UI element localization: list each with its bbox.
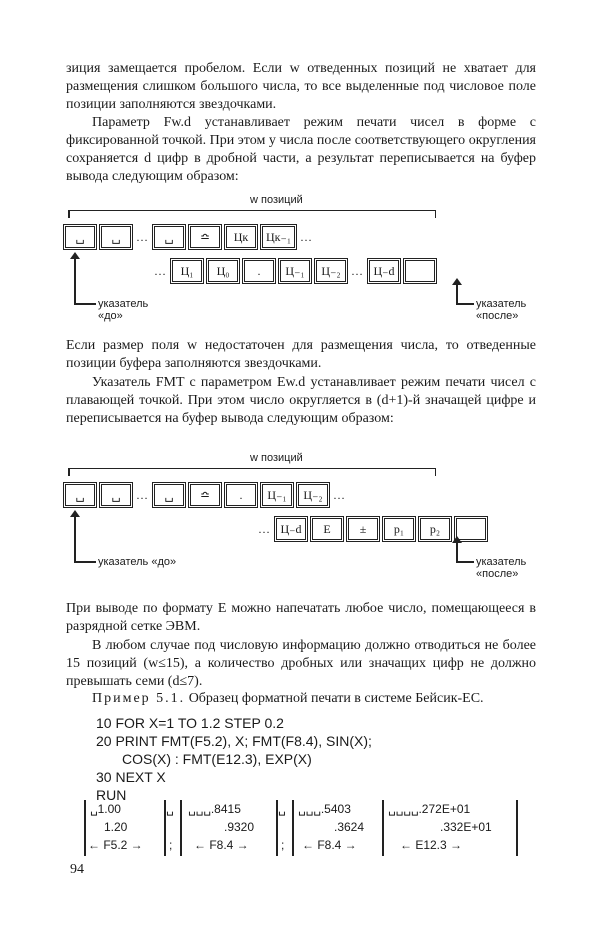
buffer-row-2 bbox=[152, 260, 438, 282]
cell: Ц₋₂ bbox=[316, 260, 346, 282]
cell: ≏ bbox=[190, 226, 220, 248]
pointer-after-label: указатель «после» bbox=[476, 556, 527, 580]
cell: Ц₀ bbox=[208, 260, 238, 282]
code-line: COS(X) : FMT(E12.3), EXP(X) bbox=[122, 751, 312, 767]
cell: ␣ bbox=[65, 226, 95, 248]
code-line: 10 FOR X=1 TO 1.2 STEP 0.2 bbox=[96, 715, 284, 731]
paragraph-continuation bbox=[66, 60, 536, 114]
buffer-diagram-float bbox=[60, 452, 540, 592]
example-label: Пример 5.1. bbox=[92, 691, 186, 706]
output-cell: ␣ bbox=[278, 802, 286, 816]
code-line: RUN bbox=[96, 787, 127, 803]
text-p1: зиция замещается пробелом. Если w отведенных позиций не хватает для размещения слишком большого числа, то все выделенные под числовое поле позиции заполняются звездочками. bbox=[66, 61, 536, 112]
pointer-before-arrow bbox=[74, 516, 76, 562]
cell: Цк₋₁ bbox=[262, 226, 295, 248]
cell: . bbox=[244, 260, 274, 282]
pointer-after-arrow bbox=[456, 284, 458, 304]
w-brace bbox=[68, 210, 436, 218]
text-p4: Указатель FMT с параметром Ew.d устанавливает режим печати чисел с плавающей точкой. При этом число округляется в (d+1)-й значащей цифре и переписывается на буфер вывода следующим образом: bbox=[66, 375, 536, 426]
cell: ␣ bbox=[101, 484, 131, 506]
pointer-after-label: указатель «после» bbox=[476, 298, 527, 322]
output-cell: ␣1.00 bbox=[90, 802, 121, 816]
cell: Ц₋d bbox=[276, 518, 306, 540]
column-divider bbox=[292, 800, 294, 856]
paragraph-limits bbox=[66, 637, 536, 691]
text-p7 bbox=[66, 690, 536, 708]
output-cell: ␣␣␣.8415 bbox=[188, 802, 241, 816]
code-line: 30 NEXT X bbox=[96, 769, 166, 785]
column-divider bbox=[382, 800, 384, 856]
cell: ± bbox=[348, 518, 378, 540]
ellipsis: … bbox=[136, 229, 149, 244]
output-cell: ␣␣␣␣.272E+01 bbox=[388, 802, 471, 816]
code-line: 20 PRINT FMT(F5.2), X; FMT(F8.4), SIN(X); bbox=[96, 733, 372, 749]
cell: ␣ bbox=[154, 484, 184, 506]
output-cell: ␣␣␣.5403 bbox=[298, 802, 351, 816]
text-p5: При выводе по формату E можно напечатать любое число, помещающееся в разрядной сетке ЭВМ. bbox=[66, 601, 536, 634]
output-cell: 1.20 bbox=[104, 820, 128, 834]
buffer-row-1 bbox=[62, 226, 315, 248]
buffer-row-1 bbox=[62, 484, 348, 506]
output-cell: ␣ bbox=[166, 802, 174, 816]
output-cell: .9320 bbox=[224, 820, 255, 834]
cell: p₁ bbox=[384, 518, 414, 540]
cell: ␣ bbox=[65, 484, 95, 506]
ellipsis: … bbox=[300, 229, 314, 244]
text-p2: Параметр Fw.d устанавливает режим печати чисел в форме с фиксированной точкой. При этом у числа после соответствующего округления сохраняется d цифр в дробной части, а результат переписывается на буфер вывода следующим образом: bbox=[66, 115, 536, 184]
print-output-table bbox=[84, 800, 524, 856]
paragraph-e-format bbox=[66, 600, 536, 636]
cell: . bbox=[226, 484, 256, 506]
cell: Ц₋₂ bbox=[298, 484, 328, 506]
ellipsis: … bbox=[351, 263, 364, 278]
paragraph-overflow bbox=[66, 337, 536, 373]
output-separator: ; bbox=[169, 838, 173, 852]
cell-empty bbox=[405, 260, 435, 282]
ellipsis: … bbox=[136, 487, 149, 502]
output-separator: ; bbox=[281, 838, 285, 852]
output-width-label: ← F5.2 → bbox=[88, 838, 143, 852]
cell: Ц₁ bbox=[172, 260, 202, 282]
brace-label: w позиций bbox=[250, 452, 303, 464]
paragraph-fixed-point bbox=[66, 114, 536, 186]
brace-label: w позиций bbox=[250, 194, 303, 206]
cell: ␣ bbox=[154, 226, 184, 248]
cell: Цк bbox=[226, 226, 256, 248]
buffer-diagram-fixed bbox=[60, 194, 540, 334]
cell: Ц₋₁ bbox=[280, 260, 310, 282]
cell: Ц₋d bbox=[369, 260, 399, 282]
output-width-label: ← F8.4 → bbox=[302, 838, 357, 852]
cell: ␣ bbox=[101, 226, 131, 248]
pointer-after-line bbox=[456, 561, 474, 563]
w-brace bbox=[68, 468, 436, 476]
pointer-after-arrow bbox=[456, 542, 458, 562]
pointer-before-label: указатель «до» bbox=[98, 556, 177, 568]
paragraph-floating-point bbox=[66, 374, 536, 428]
text-p3: Если размер поля w недостаточен для размещения числа, то отведенные позиции буфера заполняются звездочками. bbox=[66, 338, 536, 371]
output-width-label: ← E12.3 → bbox=[400, 838, 463, 852]
pointer-before-line bbox=[74, 303, 96, 305]
ellipsis: … bbox=[154, 263, 167, 278]
page-number: 94 bbox=[70, 862, 84, 877]
pointer-before-label: указатель «до» bbox=[98, 298, 149, 322]
column-divider bbox=[84, 800, 86, 856]
basic-code-listing bbox=[96, 714, 372, 804]
output-cell: .332E+01 bbox=[440, 820, 492, 834]
text-p6: В любом случае под числовую информацию должно отводиться не более 15 позиций (w≤15), а количество дробных или значащих цифр не должно превышать семи (d≤7). bbox=[66, 638, 536, 689]
pointer-after-line bbox=[456, 303, 474, 305]
ellipsis: … bbox=[333, 487, 346, 502]
cell: Ц₋₁ bbox=[262, 484, 292, 506]
column-divider bbox=[180, 800, 182, 856]
ellipsis: … bbox=[258, 521, 271, 536]
pointer-before-line bbox=[74, 561, 96, 563]
output-cell: .3624 bbox=[334, 820, 365, 834]
cell: ≏ bbox=[190, 484, 220, 506]
column-divider bbox=[516, 800, 518, 856]
paragraph-example bbox=[66, 690, 536, 708]
output-width-label: ← F8.4 → bbox=[194, 838, 249, 852]
cell: p₂ bbox=[420, 518, 450, 540]
pointer-before-arrow bbox=[74, 258, 76, 304]
cell: E bbox=[312, 518, 342, 540]
example-text: Образец форматной печати в системе Бейсик-ЕС. bbox=[185, 691, 484, 706]
